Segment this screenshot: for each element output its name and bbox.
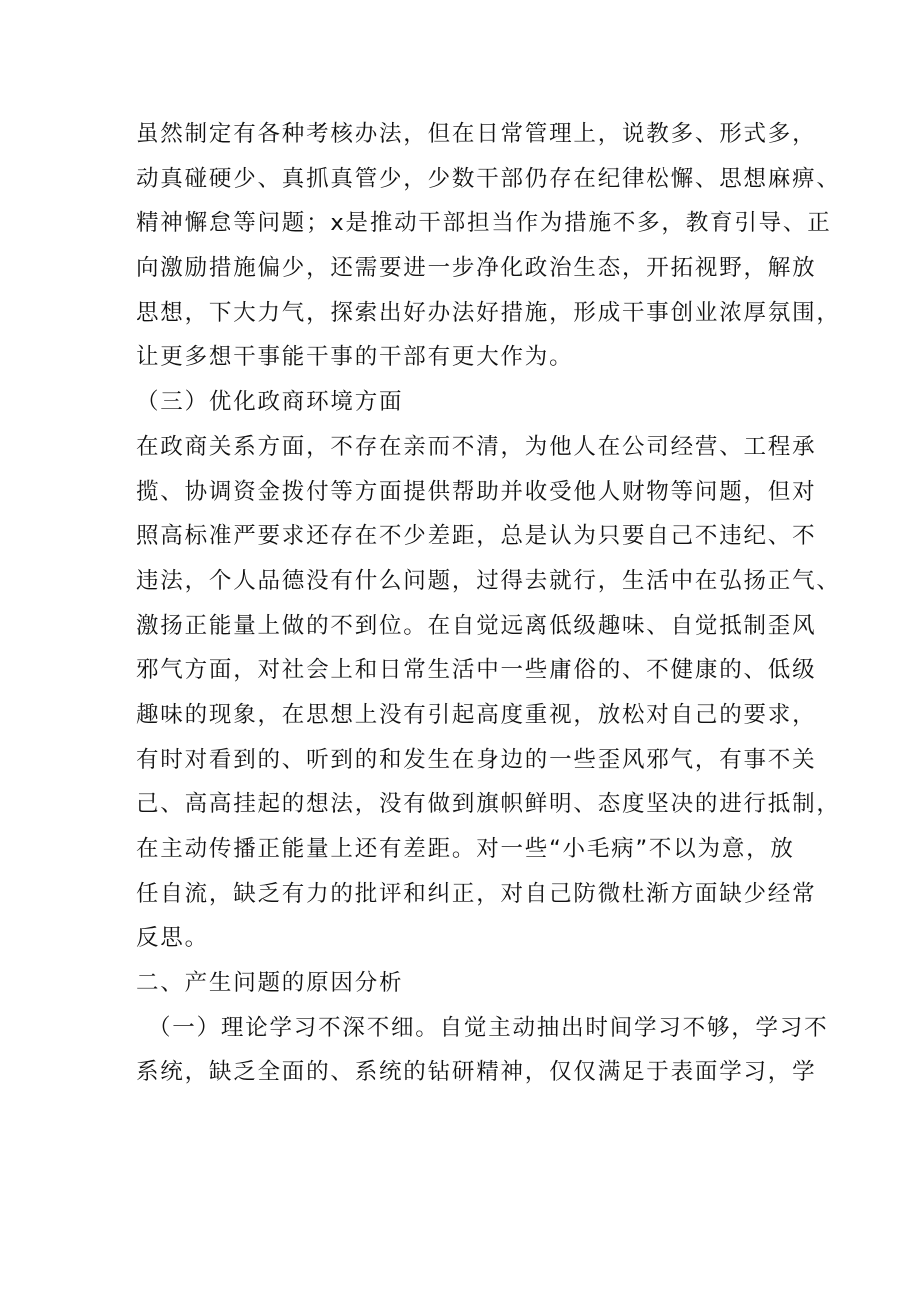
line-text: 揽、协调资金拨付等方面提供帮助并收受他人财物等问题，但对 [136,478,817,505]
text-line-9 [136,470,817,515]
text-line-13 [136,648,817,693]
text-line-8 [136,425,817,470]
text-line-11 [136,559,841,604]
text-line-4 [136,246,817,291]
document-body [136,112,841,1095]
line-text: 趣味的现象，在思想上没有引起高度重视，放松对自己的要求， [136,701,817,728]
text-line-14 [136,693,817,738]
text-line-6 [136,335,796,380]
line-text: 有时对看到的、听到的和发生在身边的一些歪风邪气，有事不关 [136,746,817,773]
line-text: 在政商关系方面，不存在亲而不清，为他人在公司经营、工程承 [136,433,817,460]
text-line-5 [136,291,841,336]
text-line-12 [136,604,817,649]
text-line-19 [136,916,796,961]
text-line-21 [136,1006,829,1051]
line-text: 己、高高挂起的想法，没有做到旗帜鲜明、态度坚决的进行抵制， [136,791,841,818]
line-text: 思想，下大力气，探索出好办法好措施，形成干事创业浓厚氛围， [136,299,841,326]
section-heading-2 [136,961,796,1006]
line-text: 精神懈怠等问题；x是推动干部担当作为措施不多，教育引导、正 [136,210,832,237]
heading-text: 二、产生问题的原因分析 [136,970,404,997]
line-text: 邪气方面，对社会上和日常生活中一些庸俗的、不健康的、低级 [136,657,817,684]
line-text: 动真碰硬少、真抓真管少，少数干部仍存在纪律松懈、思想麻痹、 [136,165,841,192]
line-text: 虽然制定有各种考核办法，但在日常管理上，说教多、形式多， [136,121,817,147]
line-text: 反思。 [136,925,209,952]
text-line-15 [136,738,817,783]
text-line-22 [136,1050,817,1095]
text-line-16 [136,782,841,827]
line-text: 任自流，缺乏有力的批评和纠正，对自己防微杜渐方面缺少经常 [136,880,817,907]
section-heading-3 [136,380,796,425]
line-text: 激扬正能量上做的不到位。在自觉远离低级趣味、自觉抵制歪风 [136,612,817,639]
text-line-1 [136,112,817,157]
text-line-10 [136,514,817,559]
line-text: 在主动传播正能量上还有差距。对一些“小毛病”不以为意，放 [136,836,795,862]
text-line-2 [136,157,841,202]
line-text: 让更多想干事能干事的干部有更大作为。 [136,344,574,371]
line-text: （一）理论学习不深不细。自觉主动抽出时间学习不够，学习不 [148,1014,829,1041]
text-line-3 [136,201,832,246]
line-text: 系统，缺乏全面的、系统的钻研精神，仅仅满足于表面学习，学 [136,1059,817,1086]
line-text: 照高标准严要求还存在不少差距，总是认为只要自己不违纪、不 [136,523,817,550]
text-line-18 [136,872,817,917]
line-text: 向激励措施偏少，还需要进一步净化政治生态，开拓视野，解放 [136,255,817,282]
line-text: 违法，个人品德没有什么问题，过得去就行，生活中在弘扬正气、 [136,567,841,594]
heading-text: （三）优化政商环境方面 [136,389,404,416]
text-line-17 [136,827,796,872]
